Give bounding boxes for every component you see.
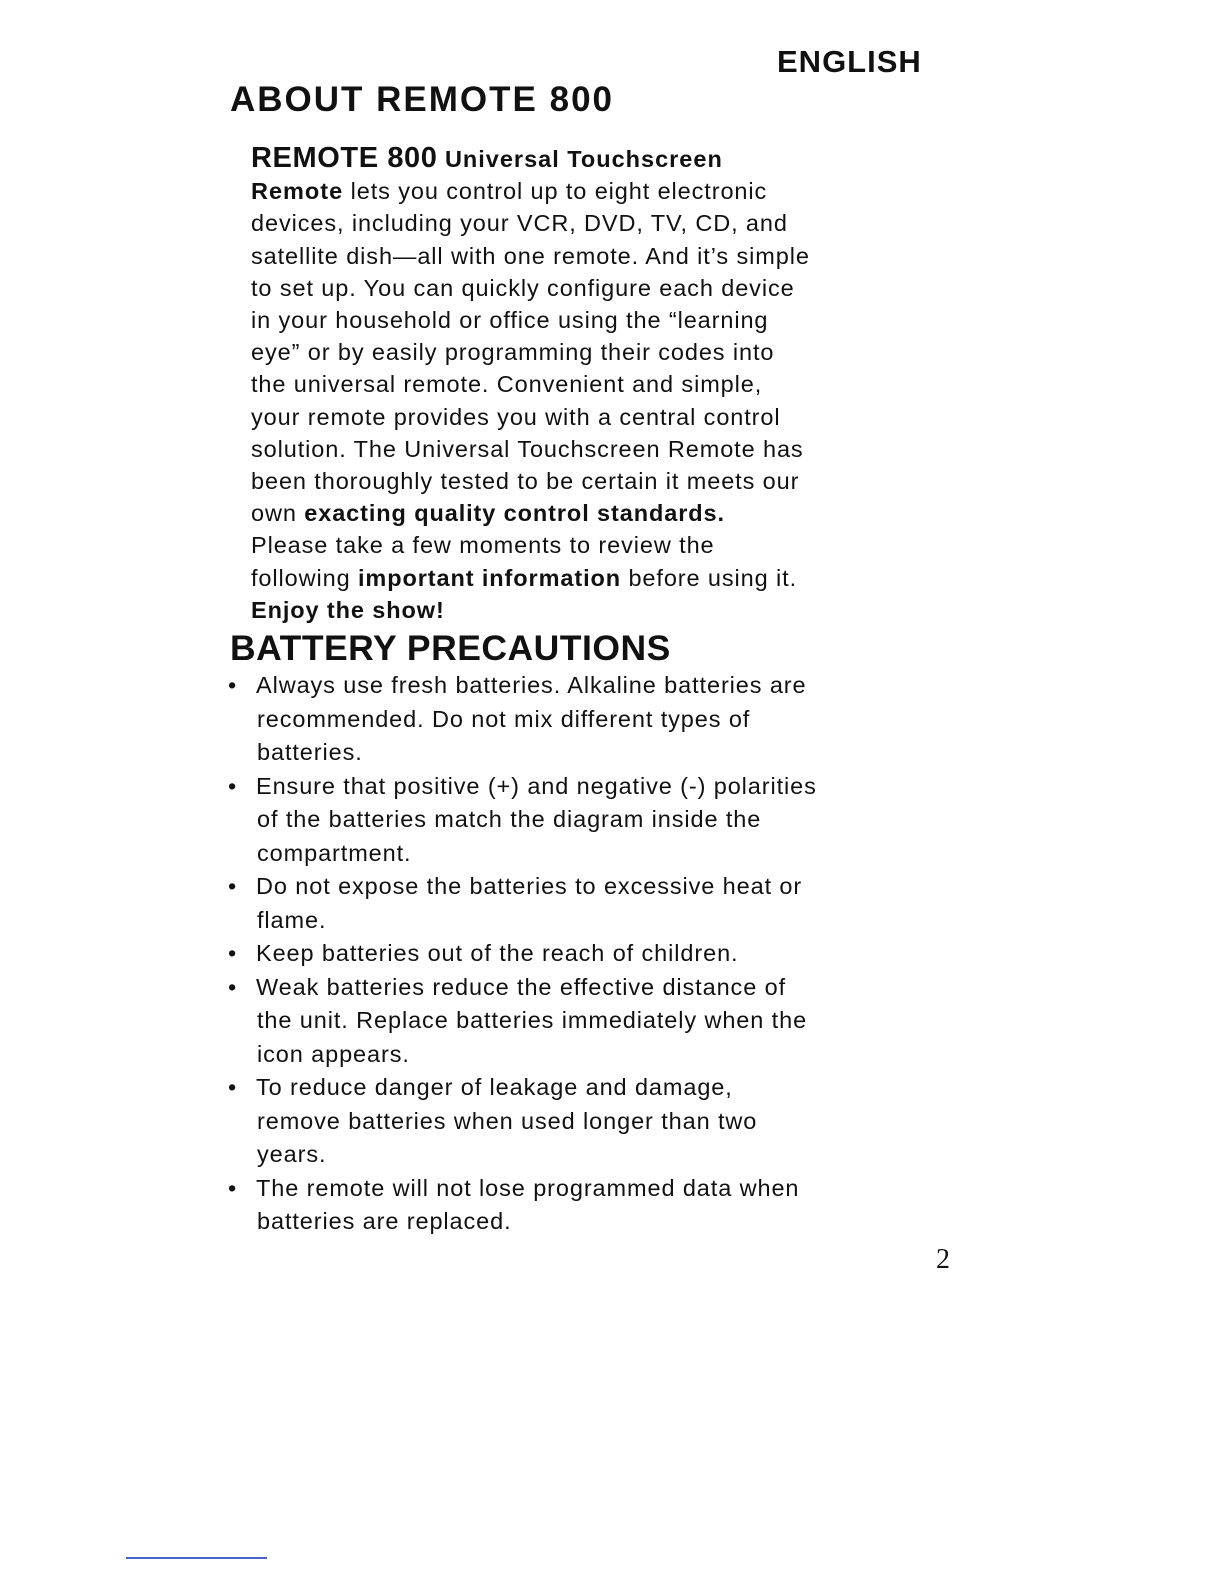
list-item-line: Do not expose the batteries to excessive heat or [256,873,803,899]
list-item [228,870,988,937]
bullet: • [228,1174,238,1201]
list-item [228,971,988,1072]
intro-text: own [251,500,305,527]
language-label: ENGLISH [777,44,922,79]
bullet: • [228,672,238,698]
intro-line [251,497,971,529]
intro-line: your remote provides you with a central control [251,403,781,430]
list-item [228,937,988,971]
list-item-line: flame. [257,906,327,933]
footer-rule [126,1557,267,1559]
list-item-line: To reduce danger of leakage and damage, [256,1074,733,1100]
intro-line: devices, including your VCR, DVD, TV, CD, and [251,210,788,237]
intro-text: following [251,564,358,591]
list-item-line: compartment. [257,839,412,866]
bullet: • [228,973,238,1000]
list-item-line: Always use fresh batteries. Alkaline batteries are [256,672,807,698]
list-item-line: batteries. [257,739,363,765]
list-item-line: batteries are replaced. [257,1208,512,1234]
bullet: • [228,1074,238,1100]
brand-name: REMOTE 800 [251,142,438,174]
intro-line: in your household or office using the “learning [251,307,769,334]
intro-line [251,562,971,594]
intro-line [251,142,971,175]
list-item-line: remove batteries when used longer than two [257,1107,758,1134]
intro-line: solution. The Universal Touchscreen Remote has [251,435,804,462]
list-item-line: the unit. Replace batteries immediately when the [257,1007,808,1033]
intro-text: lets you control up to eight electronic [343,178,768,205]
list-item-line: icon appears. [257,1040,410,1067]
list-item-line: Ensure that positive (+) and negative (-) polarities [256,772,817,799]
intro-line: to set up. You can quickly configure each device [251,274,795,301]
list-item-line: The remote will not lose programmed data when [256,1174,800,1201]
list-item [228,669,988,770]
bullet: • [228,772,238,799]
intro-paragraph [251,142,971,626]
battery-precautions-list [228,669,988,1239]
bullet: • [228,940,238,966]
intro-line: satellite dish—all with one remote. And it’s simple [251,242,810,269]
list-item-line: Weak batteries reduce the effective distance of [256,973,786,1000]
list-item-line: recommended. Do not mix different types of [257,705,751,732]
section-title-battery-precautions: BATTERY PRECAUTIONS [230,628,671,668]
enjoy-the-show: Enjoy the show! [251,596,445,623]
important-info-emphasis: important information [357,564,622,591]
page-title: ABOUT REMOTE 800 [230,80,614,119]
list-item-line: Keep batteries out of the reach of children. [256,940,739,966]
brand-subtitle-remote: Remote [251,178,344,205]
list-item [228,1172,988,1239]
intro-line: Please take a few moments to review the [251,532,715,559]
intro-line: the universal remote. Convenient and simple, [251,371,763,398]
list-item [228,770,988,871]
list-item-line: years. [257,1141,327,1167]
intro-text: before using it. [621,564,797,591]
brand-subtitle: Universal Touchscreen [444,146,723,172]
quality-standards-emphasis: exacting quality control standards. [304,500,725,527]
intro-line: eye” or by easily programming their codes into [251,339,775,366]
bullet: • [228,873,238,899]
page-number: 2 [936,1244,950,1275]
intro-line [251,175,971,207]
list-item-line: of the batteries match the diagram inside the [257,806,762,832]
list-item [228,1071,988,1172]
intro-line: been thoroughly tested to be certain it meets our [251,468,800,495]
